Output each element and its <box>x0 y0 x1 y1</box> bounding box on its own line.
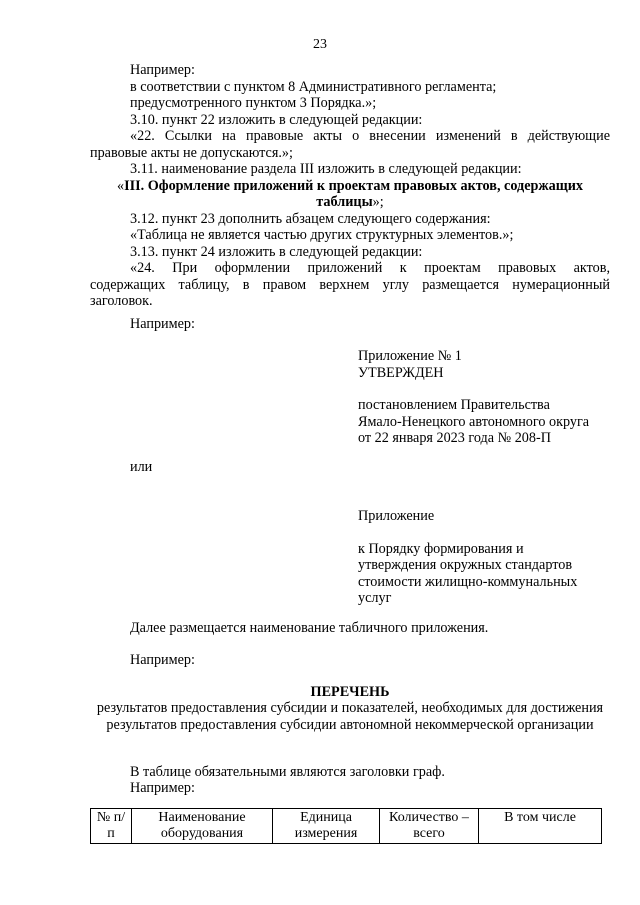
approved-label: УТВЕРЖДЕН <box>358 364 444 381</box>
attachment-line: услуг <box>358 590 392 606</box>
attachment-block-2 <box>358 508 577 607</box>
paragraph: в соответствии с пунктом 8 Административного регламента; <box>130 78 497 95</box>
amendments-block-1 <box>90 62 610 310</box>
section-heading-text: III. Оформление приложений к проектам правовых актов, содержащих таблицы <box>124 177 584 210</box>
paragraph: «Таблица не является частью других структурных элементов.»; <box>130 227 514 243</box>
attachment-number: Приложение № 1 <box>358 348 462 364</box>
paragraph: 3.13. пункт 24 изложить в следующей редакции: <box>130 243 423 260</box>
attachment-line: к Порядку формирования и <box>358 540 524 557</box>
approval-line: Ямало-Ненецкого автономного округа <box>358 413 590 430</box>
attachment-line: стоимости жилищно-коммунальных <box>358 573 578 590</box>
approval-line: постановлением Правительства <box>358 397 550 413</box>
paragraph: Например: <box>130 62 195 78</box>
further-text: Далее размещается наименование табличного приложения. <box>130 620 489 636</box>
section-heading <box>90 178 610 211</box>
example-label-1: Например: <box>130 316 195 332</box>
table-header-row <box>91 809 602 844</box>
table-header-cell: В том числе <box>479 809 602 844</box>
paragraph: предусмотренного пунктом 3 Порядка.»; <box>130 95 377 111</box>
attachment-line: утверждения окружных стандартов <box>358 557 573 573</box>
list-title: ПЕРЕЧЕНЬ <box>310 684 390 700</box>
approval-line: от 22 января 2023 года № 208-П <box>358 430 551 446</box>
table-header-cell: Количество – всего <box>380 809 479 844</box>
paragraph: 3.10. пункт 22 изложить в следующей редакции: <box>130 111 423 128</box>
attachment-label: Приложение <box>358 508 435 524</box>
example-table <box>90 808 602 844</box>
paragraph: «24. При оформлении приложений к проектам правовых актов, содержащих таблицу, в правом верхнем углу размещается нумерационный заголовок. <box>90 260 610 309</box>
paragraph: «22. Ссылки на правовые акты о внесении изменений в действующие правовые акты не допускаются.»; <box>90 128 610 161</box>
table-note: В таблице обязательными являются заголовки граф. <box>130 764 445 780</box>
quote-close: »; <box>372 194 384 210</box>
table-header-cell: Наименование оборудования <box>132 809 273 844</box>
quote-open: « <box>116 177 125 194</box>
example-label-2: Например: <box>130 652 195 668</box>
table-header-cell: № п/п <box>91 809 132 844</box>
list-subtitle: результатов предоставления субсидии и показателей, необходимых для достижения результатов предоставления субсидии автономной некоммерческой организации <box>96 700 604 733</box>
example-label-3: Например: <box>130 780 195 796</box>
paragraph: 3.12. пункт 23 дополнить абзацем следующего содержания: <box>130 210 491 227</box>
paragraph: 3.11. наименование раздела III изложить в следующей редакции: <box>130 161 522 177</box>
or-label: или <box>130 459 153 475</box>
table-header-cell: Единица измерения <box>273 809 380 844</box>
attachment-block-1 <box>358 348 589 447</box>
page-number: 23 <box>313 37 327 52</box>
